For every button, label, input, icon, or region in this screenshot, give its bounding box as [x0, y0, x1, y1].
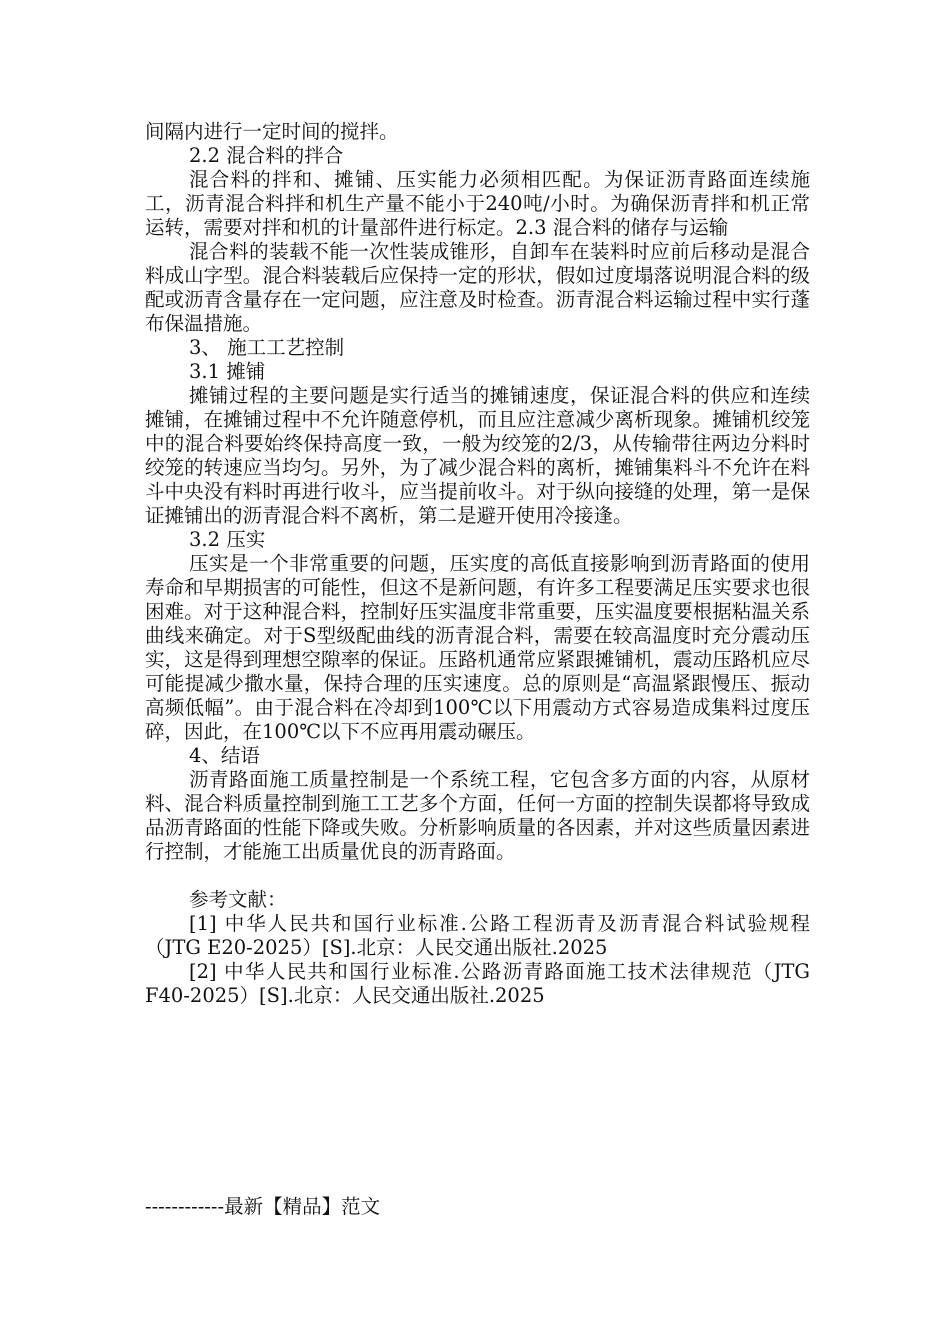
- section-heading-3-2: 3.2 压实: [189, 528, 266, 551]
- paragraph-paving: 摊铺过程的主要问题是实行适当的摊铺速度，保证混合料的供应和连续摊铺，在摊铺过程中不允许随意停机，而且应注意减少离析现象。摊铺机绞笼中的混合料要始终保持高度一致，一般为绞笼的2/3，从传输带往两边分料时绞笼的转速应当均匀。另外，为了减少混合料的离析，摊铺集料斗不允许在料斗中央没有料时再进行收斗，应当提前收斗。对于纵向接缝的处理，第一是保证摊铺出的沥青混合料不离析，第二是避开使用冷接逢。: [145, 384, 810, 527]
- paragraph-continuation: 间隔内进行一定时间的搅拌。: [145, 120, 399, 143]
- section-heading-3: 3、 施工工艺控制: [189, 336, 345, 359]
- paragraph-conclusion: 沥青路面施工质量控制是一个系统工程，它包含多方面的内容，从原材料、混合料质量控制到施工工艺多个方面，任何一方面的控制失误都将导致成品沥青路面的性能下降或失败。分析影响质量的各因素，并对这些质量因素进行控制，才能施工出质量优良的沥青路面。: [145, 768, 810, 863]
- paragraph-mixing: 混合料的拌和、摊铺、压实能力必须相匹配。为保证沥青路面连续施工，沥青混合料拌和机生产量不能小于240吨/小时。为确保沥青拌和机正常运转，需要对拌和机的计量部件进行标定。2.3 混合料的储存与运输: [145, 168, 810, 239]
- reference-item: [1] 中华人民共和国行业标准.公路工程沥青及沥青混合料试验规程（JTG E20-2025）[S].北京：人民交通出版社.2025: [145, 912, 810, 959]
- paragraph-storage-transport: 混合料的装载不能一次性装成锥形，自卸车在装料时应前后移动是混合料成山字型。混合料装载后应保持一定的形状，假如过度塌落说明混合料的级配或沥青含量存在一定问题，应注意及时检查。沥青混合料运输过程中实行蓬布保温措施。: [145, 240, 810, 335]
- paragraph-compaction: 压实是一个非常重要的问题，压实度的高低直接影响到沥青路面的使用寿命和早期损害的可能性，但这不是新问题，有许多工程要满足压实要求也很困难。对于这种混合料，控制好压实温度非常重要，压实温度要根据粘温关系曲线来确定。对于S型级配曲线的沥青混合料，需要在较高温度时充分震动压实，这是得到理想空隙率的保证。压路机通常应紧跟摊铺机，震动压路机应尽可能提减少撒水量，保持合理的压实速度。总的原则是“高温紧跟慢压、振动高频低幅”。由于混合料在冷却到100℃以下用震动方式容易造成集料过度压碎，因此，在100℃以下不应再用震动碾压。: [145, 552, 810, 743]
- spacer: [145, 864, 810, 888]
- references-heading: 参考文献：: [189, 888, 287, 911]
- section-heading-4: 4、结语: [189, 744, 260, 767]
- section-heading-3-1: 3.1 摊铺: [189, 360, 266, 383]
- section-heading-2-2: 2.2 混合料的拌合: [189, 144, 344, 167]
- reference-item: [2] 中华人民共和国行业标准.公路沥青路面施工技术法律规范（JTG F40-2025）[S].北京：人民交通出版社.2025: [145, 960, 810, 1007]
- document-body: [145, 120, 810, 1008]
- page-footer: ------------最新【精品】范文: [145, 1195, 381, 1218]
